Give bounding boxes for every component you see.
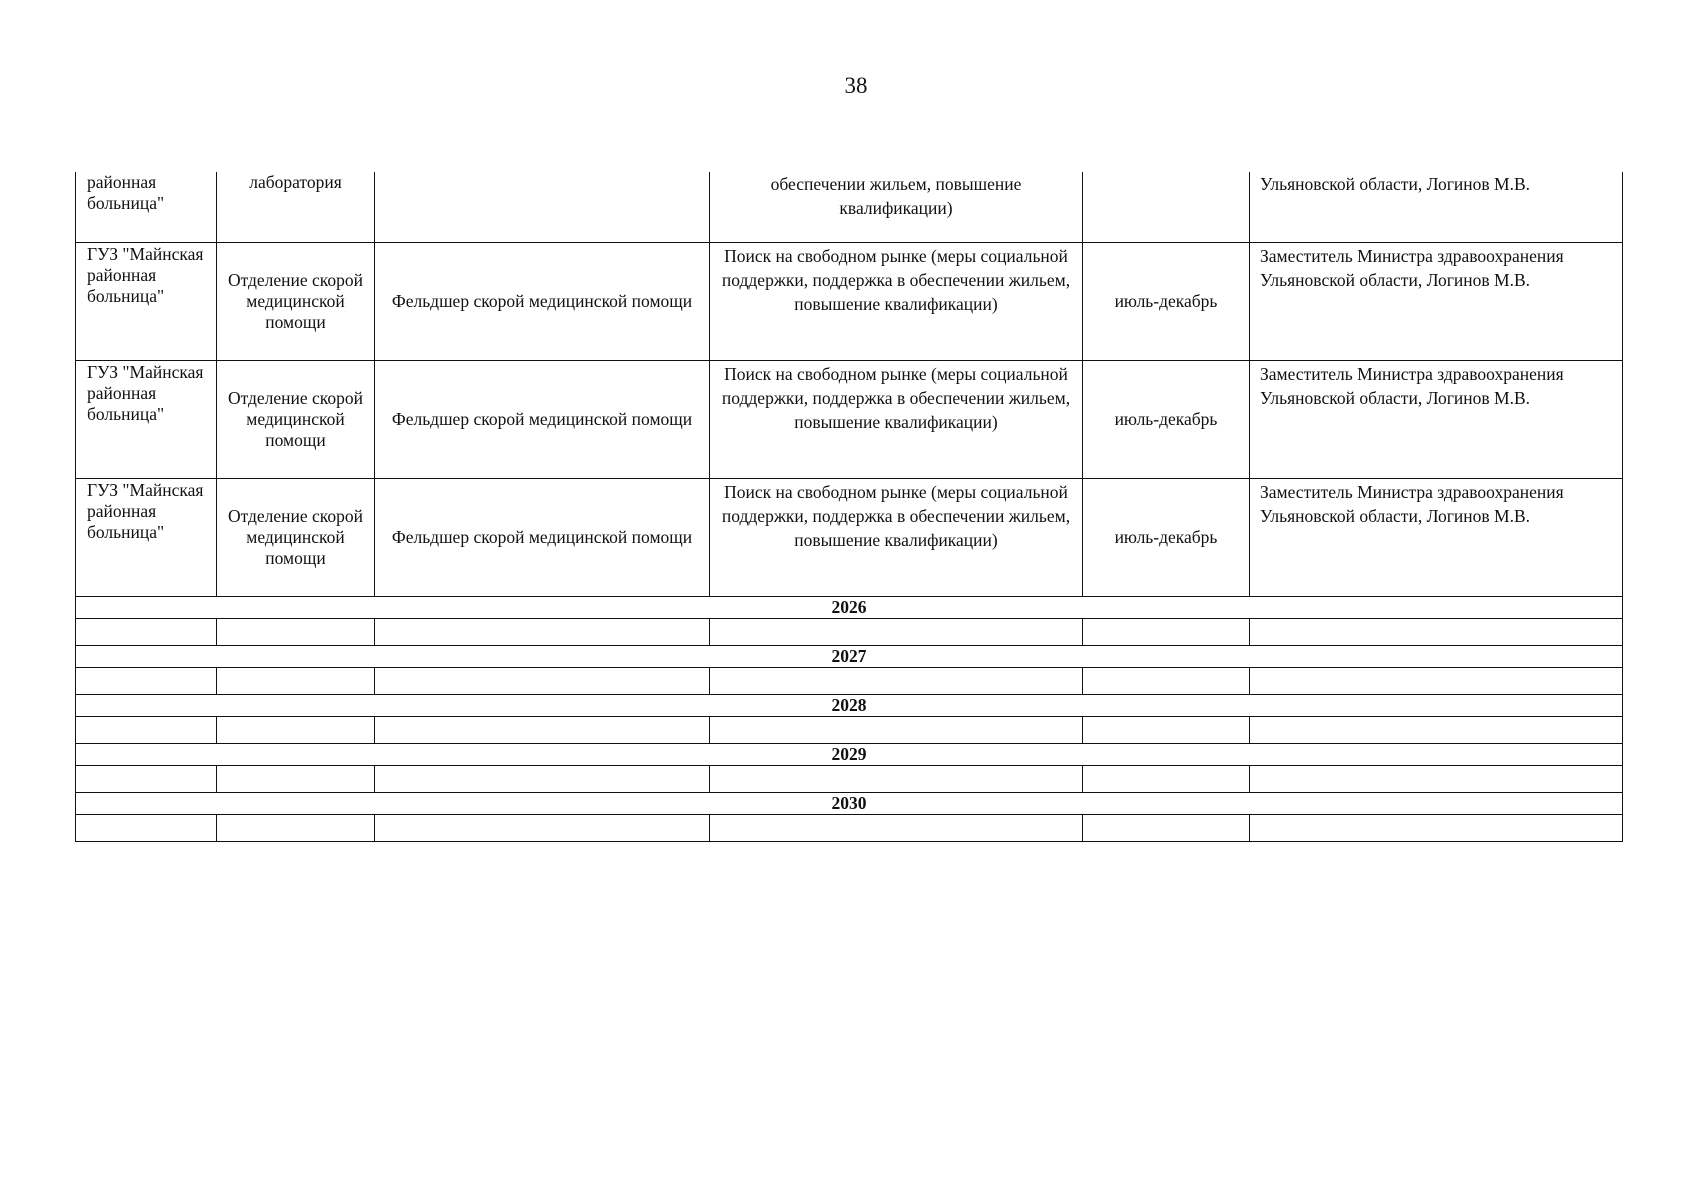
page-number: 38 [844,73,868,98]
measures-cell: Поиск на свободном рынке (меры социальной поддержки, поддержка в обеспечении жильем, повышение квалификации) [710,242,1083,360]
responsible-cell: Заместитель Министра здравоохранения Ульяновской области, Логинов М.В. [1250,242,1623,360]
year-heading-2030: 2030 [76,792,1623,814]
institution-cell: ГУЗ "Майнская районная больница" [76,242,217,360]
term-cell [1083,172,1250,242]
empty-cell [76,814,217,841]
year-heading-2026: 2026 [76,596,1623,618]
term-cell: июль-декабрь [1083,478,1250,596]
table-row [76,478,1623,596]
responsible-cell: Заместитель Министра здравоохранения Ульяновской области, Логинов М.В. [1250,478,1623,596]
empty-row [76,814,1623,841]
department-cell: Отделение скорой медицинской помощи [217,360,375,478]
year-header-row [76,694,1623,716]
empty-cell [1250,765,1623,792]
empty-cell [375,814,710,841]
empty-cell [217,716,375,743]
empty-cell [217,667,375,694]
empty-cell [375,716,710,743]
measures-cell: обеспечении жильем, повышение квалификации) [710,172,1083,242]
department-cell: лаборатория [217,172,375,242]
year-header-row [76,596,1623,618]
empty-cell [710,667,1083,694]
empty-row [76,667,1623,694]
table-row [76,360,1623,478]
empty-cell [1083,716,1250,743]
year-heading-2029: 2029 [76,743,1623,765]
position-cell: Фельдшер скорой медицинской помощи [375,242,710,360]
empty-row [76,716,1623,743]
empty-cell [217,814,375,841]
empty-cell [375,765,710,792]
empty-cell [76,765,217,792]
empty-cell [76,667,217,694]
empty-cell [1250,814,1623,841]
responsible-cell: Ульяновской области, Логинов М.В. [1250,172,1623,242]
empty-cell [710,765,1083,792]
empty-cell [1250,716,1623,743]
empty-row [76,618,1623,645]
measures-cell: Поиск на свободном рынке (меры социальной поддержки, поддержка в обеспечении жильем, повышение квалификации) [710,478,1083,596]
empty-cell [1250,618,1623,645]
term-cell: июль-декабрь [1083,360,1250,478]
empty-cell [217,618,375,645]
empty-cell [76,618,217,645]
staffing-plan-table [75,172,1623,842]
empty-cell [1083,667,1250,694]
empty-cell [375,618,710,645]
year-header-row [76,792,1623,814]
empty-cell [1083,765,1250,792]
table-row-continuation [76,172,1623,242]
department-cell: Отделение скорой медицинской помощи [217,478,375,596]
empty-cell [710,814,1083,841]
year-header-row [76,743,1623,765]
responsible-cell: Заместитель Министра здравоохранения Ульяновской области, Логинов М.В. [1250,360,1623,478]
empty-cell [217,765,375,792]
year-heading-2028: 2028 [76,694,1623,716]
table-row [76,242,1623,360]
measures-cell: Поиск на свободном рынке (меры социальной поддержки, поддержка в обеспечении жильем, повышение квалификации) [710,360,1083,478]
department-cell: Отделение скорой медицинской помощи [217,242,375,360]
position-cell [375,172,710,242]
institution-cell: ГУЗ "Майнская районная больница" [76,478,217,596]
empty-cell [1083,618,1250,645]
term-cell: июль-декабрь [1083,242,1250,360]
year-header-row [76,645,1623,667]
empty-cell [1083,814,1250,841]
empty-cell [1250,667,1623,694]
empty-cell [710,618,1083,645]
position-cell: Фельдшер скорой медицинской помощи [375,360,710,478]
empty-cell [375,667,710,694]
position-cell: Фельдшер скорой медицинской помощи [375,478,710,596]
empty-row [76,765,1623,792]
empty-cell [710,716,1083,743]
institution-cell: ГУЗ "Майнская районная больница" [76,360,217,478]
empty-cell [76,716,217,743]
institution-cell: районная больница" [76,172,217,242]
year-heading-2027: 2027 [76,645,1623,667]
